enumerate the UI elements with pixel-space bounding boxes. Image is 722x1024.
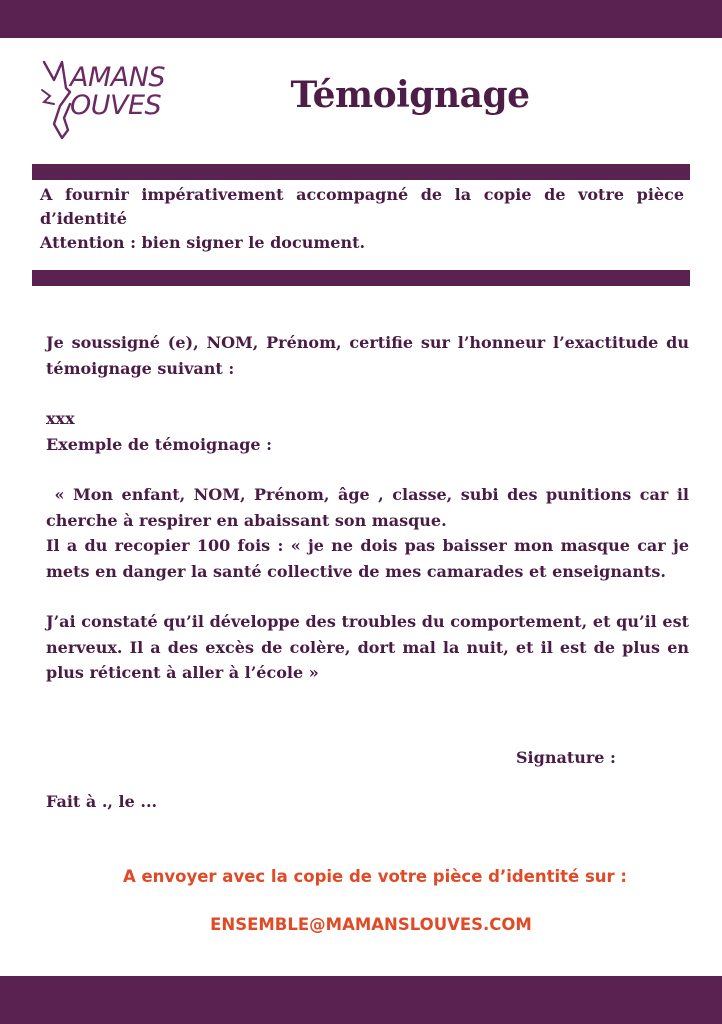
place-date-label: Fait à ., le ... [46,792,158,811]
send-instruction: A envoyer avec la copie de votre pièce d’identité sur : [122,867,628,886]
placeholder-text: xxx [46,409,75,428]
example-paragraph-3: J’ai constaté qu’il développe des troubles du comportement, et qu’il est nerveux. Il a des excès de colère, dort mal la nuit, et il est de plus en plus réticent à aller à l’école » [46,612,689,682]
divider-bottom [32,270,690,286]
example-paragraph-2: Il a du recopier 100 fois : « je ne dois pas baisser mon masque car je mets en danger la santé collective de mes camarades et enseignants. [46,536,689,581]
bottom-band [0,976,722,1024]
mamans-louves-logo [40,58,180,140]
declaration-paragraph: Je soussigné (e), NOM, Prénom, certifie sur l’honneur l’exactitude du témoignage suivant : [46,333,689,378]
top-band [0,0,722,38]
example-heading: Exemple de témoignage : [46,434,273,454]
page-title: Témoignage [290,74,530,116]
testimony-body [46,330,695,686]
notice-block [40,183,684,255]
contact-email: ENSEMBLE@MAMANSLOUVES.COM [210,915,532,934]
logo-text-mamans: AMANS [70,62,166,93]
example-paragraph-1: « Mon enfant, NOM, Prénom, âge , classe, subi des punitions car il cherche à respirer en abaissant son masque. [46,485,695,530]
notice-line-id-copy: A fournir impérativement accompagné de la copie de votre pièce d’identité [40,185,684,228]
logo-text-louves: OUVES [70,90,162,121]
signature-label: Signature : [516,748,616,767]
notice-line-sign: Attention : bien signer le document. [40,233,366,252]
divider-top [32,164,690,180]
